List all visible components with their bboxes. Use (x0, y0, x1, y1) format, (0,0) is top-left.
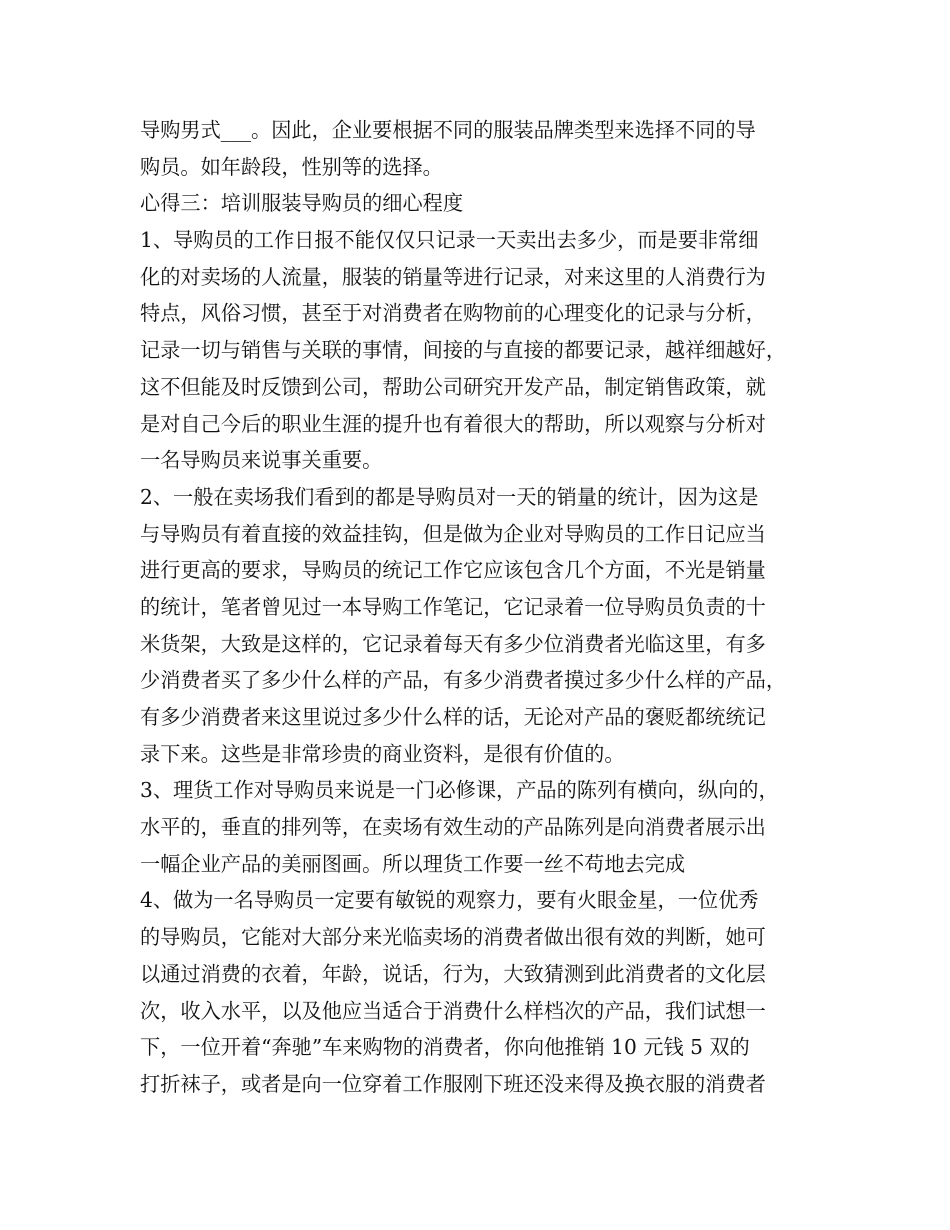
text-line: 少消费者买了多少什么样的产品，有多少消费者摸过多少什么样的产品， (140, 668, 787, 693)
document-page (140, 112, 830, 1103)
text-line: 特点，风俗习惯，甚至于对消费者在购物前的心理变化的记录与分析， (140, 301, 766, 326)
section-heading: 心得三：培训服装导购员的细心程度 (140, 191, 464, 216)
text-line: 以通过消费的衣着，年龄，说话，行为，大致猜测到此消费者的文化层 (140, 961, 766, 986)
text-line: 2、一般在卖场我们看到的都是导购员对一天的销量的统计，因为这是 (140, 484, 759, 509)
text-line: 有多少消费者来这里说过多少什么样的话，无论对产品的褒贬都统统记 (140, 705, 766, 729)
text-line: 一幅企业产品的美丽图画。所以理货工作要一丝不苟地去完成 (140, 851, 686, 876)
text-line: 与导购员有着直接的效益挂钩，但是做为企业对导购员的工作日记应当 (140, 521, 766, 546)
text-line: 次，收入水平，以及他应当适合于消费什么样档次的产品，我们试想一 (140, 998, 766, 1023)
text-line: 4、做为一名导购员一定要有敏锐的观察力，要有火眼金星，一位优秀 (140, 888, 759, 913)
text-line: 水平的，垂直的排列等，在卖场有效生动的产品陈列是向消费者展示出 (140, 815, 766, 840)
text-line: 米货架，大致是这样的，它记录着每天有多少位消费者光临这里，有多 (140, 631, 766, 656)
text-line: 下，一位开着“奔驰”车来购物的消费者，你向他推销 10 元钱 5 双的 (140, 1035, 750, 1060)
text-line: 是对自己今后的职业生涯的提升也有着很大的帮助，所以观察与分析对 (140, 411, 766, 436)
text-line: 1、导购员的工作日报不能仅仅只记录一天卖出去多少，而是要非常细 (140, 228, 759, 253)
text-line: 导购男式___。因此，企业要根据不同的服装品牌类型来选择不同的导 (140, 118, 756, 142)
text-line: 的导购员，它能对大部分来光临卖场的消费者做出很有效的判断，她可 (140, 925, 766, 950)
text-line: 这不但能及时反馈到公司，帮助公司研究开发产品，制定销售政策，就 (140, 374, 766, 399)
text-line: 3、理货工作对导购员来说是一门必修课，产品的陈列有横向，纵向的， (140, 778, 779, 803)
text-line: 一名导购员来说事关重要。 (140, 448, 383, 473)
text-line: 购员。如年龄段，性别等的选择。 (140, 154, 443, 179)
text-line: 的统计，笔者曾见过一本导购工作笔记，它记录着一位导购员负责的十 (140, 594, 766, 619)
text-line: 化的对卖场的人流量，服装的销量等进行记录，对来这里的人消费行为 (140, 264, 766, 289)
text-line: 记录一切与销售与关联的事情，间接的与直接的都要记录，越祥细越好， (140, 338, 787, 363)
text-line: 进行更高的要求，导购员的统记工作它应该包含几个方面，不光是销量 (140, 558, 766, 583)
text-line: 录下来。这些是非常珍贵的商业资料，是很有价值的。 (140, 741, 625, 766)
text-line: 打折袜子，或者是向一位穿着工作服刚下班还没来得及换衣服的消费者 (140, 1071, 766, 1096)
